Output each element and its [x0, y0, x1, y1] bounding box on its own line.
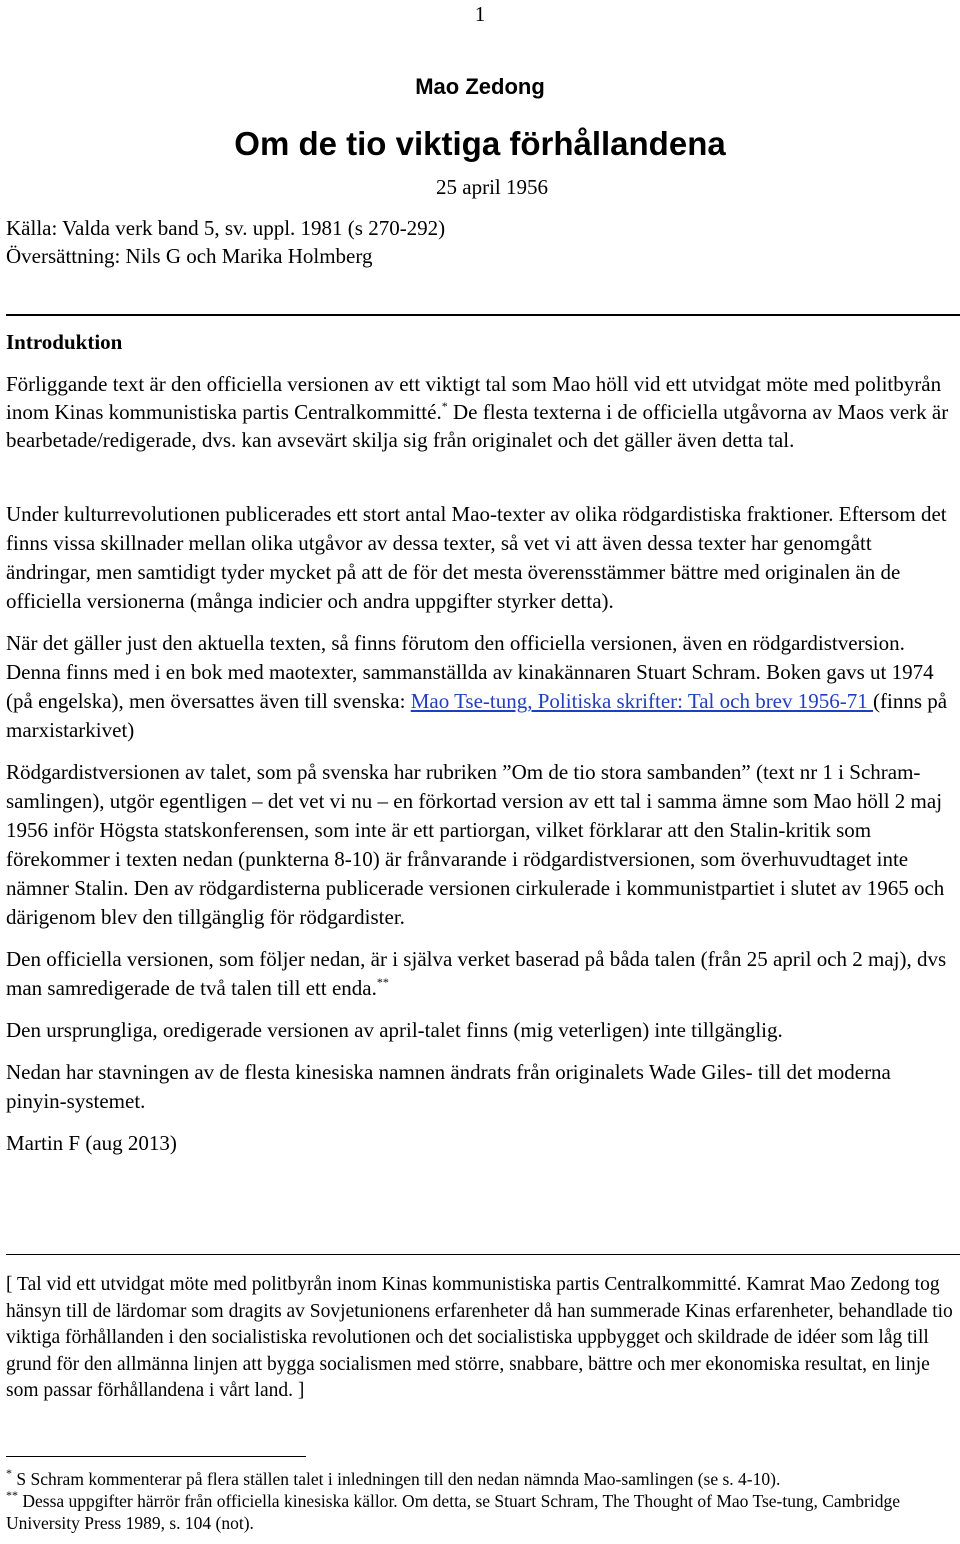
- paragraph-spelling: Nedan har stavningen av de flesta kinesiska namnen ändrats från originalets Wade Giles- till det moderna pinyin-systemet.: [6, 1060, 891, 1113]
- footnote-2-mark: **: [6, 1488, 18, 1502]
- footnote-ref-1[interactable]: *: [441, 399, 448, 413]
- footnote-1: [6, 1468, 956, 1490]
- footnotes: [6, 1468, 956, 1534]
- source-line: Källa: Valda verk band 5, sv. uppl. 1981 (s 270-292): [6, 216, 446, 240]
- paragraph-kulturrevolution: Under kulturrevolutionen publicerades ett stort antal Mao-texter av olika rödgardistiska fraktioner. Eftersom det finns vissa skillnader mellan olika utgåvor av dessa texter, så vet vi att även dessa texter har genomgått ändringar, men samtidigt tyder mycket på att de för det mesta överensstämmer bättre med originalen än de officiella versionerna (många indicier och andra uppgifter styrker detta).: [6, 502, 947, 613]
- paragraph-current-text-start: När det gäller just den aktuella texten, så finns förutom den officiella versionen, även en rödgardistversion. Denna finns med i en bok med maotexter, sammanställda av kinakännaren Stuart Schram. Boken gavs ut 1974 (på engelska), men översattes även till svenska:: [6, 631, 934, 713]
- footnote-divider: [6, 1456, 306, 1457]
- document-title: Om de tio viktiga förhållandena: [234, 125, 726, 162]
- footnote-1-mark: *: [6, 1466, 12, 1480]
- paragraph-current-text: [6, 629, 956, 745]
- bottom-divider: [6, 1254, 960, 1255]
- body-text: [6, 500, 956, 1171]
- official-version-text: Den officiella versionen, som följer nedan, är i själva verket baserad på båda talen (från 25 april och 2 maj), dvs man samredigerade de två talen till ett enda.: [6, 947, 947, 1000]
- author-name: Mao Zedong: [415, 74, 545, 99]
- intro-paragraph: [6, 370, 956, 454]
- paragraph-redguard-version: Rödgardistversionen av talet, som på svenska har rubriken ”Om de tio stora sambanden” (text nr 1 i Schram-samlingen), utgör egentligen – det vet vi nu – en förkortad version av ett tal i samma ämne som Mao höll 2 maj 1956 inför Högsta statskonferensen, som inte är ett partiorgan, vilket förklarar att den Stalin-kritik som förekommer i texten nedan (punkterna 8-10) är frånvarande i rödgardistversionen, som överhuvudtaget inte nämner Stalin. Den av rödgardisterna publicerade versionen cirkulerade i kommunistpartiet i slutet av 1965 och därigenom blev den tillgänglig för rödgardister.: [6, 760, 945, 929]
- footnote-ref-2[interactable]: **: [376, 975, 389, 989]
- top-divider: [6, 314, 960, 316]
- footnote-1-text: S Schram kommenterar på flera ställen talet i inledningen till den nedan nämnda Mao-samlingen (se s. 4-10).: [12, 1469, 781, 1489]
- source-info: [6, 214, 445, 270]
- page-number: 1: [474, 2, 486, 26]
- schram-book-link[interactable]: Mao Tse-tung, Politiska skrifter: Tal och brev 1956-71: [410, 689, 874, 713]
- intro-text-tail: De flesta texterna i de officiella utgåvorna av Maos verk är bearbetade/redigerade, dvs. kan avsevärt skilja sig från originalet och det gäller även detta tal.: [6, 400, 949, 452]
- footnote-2-text: Dessa uppgifter härrör från officiella kinesiska källor. Om detta, se Stuart Schram, The Thought of Mao Tse-tung, Cambridge University Press 1989, s. 104 (not).: [6, 1491, 900, 1533]
- intro-text: Förliggande text är den officiella versionen av ett viktigt tal som Mao höll vid ett utvidgat möte med politbyrån inom Kinas kommunistiska partis Centralkommitté.: [6, 372, 942, 424]
- document-date: 25 april 1956: [436, 175, 548, 199]
- section-heading: Introduktion: [6, 330, 123, 354]
- paragraph-official-version: [6, 945, 956, 1003]
- paragraph-original-version: Den ursprungliga, oredigerade versionen av april-talet finns (mig veterligen) inte tillgänglig.: [6, 1018, 783, 1042]
- editorial-summary: [ Tal vid ett utvidgat möte med politbyrån inom Kinas kommunistiska partis Centralkommitté. Kamrat Mao Zedong tog hänsyn till de lärdomar som dragits av Sovjetunionens erfarenheter då han summerade Kinas erfarenheter, behandlade tio viktiga förhållanden i den socialistiska revolutionen och det socialistiska uppbygget och skildrade de idéer som låg till grund för den allmänna linjen att bygga socialismen med större, snabbare, bättre och mer ekonomiska resultat, en linje som passar förhållandena i vårt land. ]: [6, 1274, 953, 1401]
- footnote-2: [6, 1490, 956, 1534]
- signature: Martin F (aug 2013): [6, 1131, 177, 1155]
- translation-line: Översättning: Nils G och Marika Holmberg: [6, 244, 373, 268]
- paragraph-current-text-end: (finns på marxistarkivet): [6, 689, 948, 742]
